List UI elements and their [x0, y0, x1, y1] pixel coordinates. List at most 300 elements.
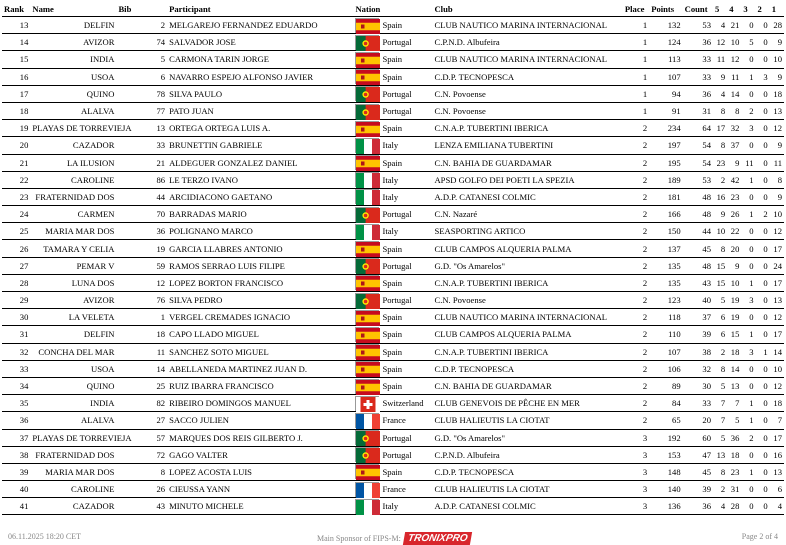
team-name-cell: CONCHA DEL MAR [30, 343, 116, 360]
participant-cell: BARRADAS MARIO [167, 206, 353, 223]
count-3-cell: 2 [741, 102, 755, 119]
rank-cell: 27 [2, 257, 30, 274]
rank-cell: 37 [2, 429, 30, 446]
spain-flag-icon [355, 310, 379, 325]
count-5-cell: 8 [713, 102, 727, 119]
nation-label: Spain [382, 20, 403, 31]
col-5: 5 [713, 2, 727, 17]
count-cell: 54 [683, 137, 713, 154]
participant-cell: RUIZ IBARRA FRANCISCO [167, 377, 353, 394]
team-name-cell: INDIA [30, 395, 116, 412]
points-cell: 234 [649, 120, 682, 137]
col-name: Name [30, 2, 116, 17]
col-3: 3 [741, 2, 755, 17]
count-4-cell: 19 [727, 292, 741, 309]
count-5-cell: 8 [713, 463, 727, 480]
team-name-cell: QUINO [30, 85, 116, 102]
count-2-cell: 0 [756, 171, 770, 188]
count-3-cell: 0 [741, 223, 755, 240]
rank-cell: 25 [2, 223, 30, 240]
points-cell: 107 [649, 343, 682, 360]
france-flag-icon [355, 413, 379, 428]
count-4-cell: 31 [727, 481, 741, 498]
count-cell: 60 [683, 429, 713, 446]
nation-cell [353, 446, 432, 463]
bib-cell: 59 [116, 257, 167, 274]
count-4-cell: 13 [727, 377, 741, 394]
count-1-cell: 12 [770, 377, 784, 394]
col-nation: Nation [353, 2, 432, 17]
team-name-cell: MARIA MAR DOS [30, 223, 116, 240]
team-name-cell: CAROLINE [30, 481, 116, 498]
count-4-cell: 12 [727, 51, 741, 68]
place-cell: 2 [623, 154, 649, 171]
place-cell: 2 [623, 240, 649, 257]
count-3-cell: 0 [741, 188, 755, 205]
count-1-cell: 12 [770, 120, 784, 137]
table-row [2, 429, 784, 446]
nation-cell [353, 188, 432, 205]
sponsor-logo: TRONIXPRO [403, 532, 473, 545]
count-cell: 30 [683, 377, 713, 394]
count-5-cell: 11 [713, 51, 727, 68]
place-cell: 3 [623, 446, 649, 463]
rank-cell: 16 [2, 68, 30, 85]
count-4-cell: 18 [727, 446, 741, 463]
points-cell: 197 [649, 137, 682, 154]
count-1-cell: 17 [770, 326, 784, 343]
place-cell: 2 [623, 206, 649, 223]
rank-cell: 32 [2, 343, 30, 360]
club-cell: CLUB CAMPOS ALQUERIA PALMA [432, 240, 622, 257]
spain-flag-icon [355, 241, 379, 256]
team-name-cell: DELFIN [30, 17, 116, 34]
table-row [2, 188, 784, 205]
count-4-cell: 7 [727, 395, 741, 412]
count-cell: 38 [683, 343, 713, 360]
bib-cell: 78 [116, 85, 167, 102]
bib-cell: 14 [116, 360, 167, 377]
count-3-cell: 0 [741, 85, 755, 102]
count-cell: 45 [683, 240, 713, 257]
sponsor [317, 532, 471, 545]
team-name-cell: CAZADOR [30, 498, 116, 515]
count-3-cell: 2 [741, 429, 755, 446]
count-2-cell: 0 [756, 274, 770, 291]
count-3-cell: 1 [741, 412, 755, 429]
count-5-cell: 5 [713, 377, 727, 394]
count-2-cell: 3 [756, 68, 770, 85]
count-3-cell: 1 [741, 68, 755, 85]
club-cell: C.N.A.P. TUBERTINI IBERICA [432, 274, 622, 291]
count-cell: 39 [683, 481, 713, 498]
col-points: Points [649, 2, 682, 17]
place-cell: 3 [623, 429, 649, 446]
count-1-cell: 9 [770, 137, 784, 154]
rank-cell: 33 [2, 360, 30, 377]
switzerland-flag-icon [355, 396, 379, 411]
team-name-cell: AVIZOR [30, 34, 116, 51]
portugal-flag-icon [355, 293, 379, 308]
table-row [2, 68, 784, 85]
count-cell: 48 [683, 188, 713, 205]
count-4-cell: 20 [727, 240, 741, 257]
header-row [2, 2, 784, 17]
bib-cell: 12 [116, 274, 167, 291]
count-cell: 64 [683, 120, 713, 137]
nation-label: Spain [382, 312, 403, 323]
count-2-cell: 1 [756, 343, 770, 360]
count-3-cell: 0 [741, 240, 755, 257]
count-3-cell: 3 [741, 292, 755, 309]
count-4-cell: 14 [727, 360, 741, 377]
table-row [2, 498, 784, 515]
points-cell: 181 [649, 188, 682, 205]
count-cell: 43 [683, 274, 713, 291]
table-row [2, 326, 784, 343]
nation-cell [353, 223, 432, 240]
spain-flag-icon [355, 52, 379, 67]
participant-cell: ALDEGUER GONZALEZ DANIEL [167, 154, 353, 171]
count-cell: 44 [683, 223, 713, 240]
count-3-cell: 0 [741, 481, 755, 498]
place-cell: 2 [623, 343, 649, 360]
nation-label: Italy [382, 191, 399, 202]
count-5-cell: 8 [713, 137, 727, 154]
club-cell: C.D.P. TECNOPESCA [432, 463, 622, 480]
table-row [2, 274, 784, 291]
count-5-cell: 10 [713, 223, 727, 240]
participant-cell: RAMOS SERRAO LUIS FILIPE [167, 257, 353, 274]
count-5-cell: 6 [713, 326, 727, 343]
nation-cell [353, 292, 432, 309]
rank-cell: 39 [2, 463, 30, 480]
count-4-cell: 23 [727, 188, 741, 205]
count-4-cell: 22 [727, 223, 741, 240]
count-5-cell: 7 [713, 412, 727, 429]
rank-cell: 22 [2, 171, 30, 188]
points-cell: 153 [649, 446, 682, 463]
points-cell: 135 [649, 257, 682, 274]
bib-cell: 43 [116, 498, 167, 515]
count-4-cell: 10 [727, 34, 741, 51]
participant-cell: SALVADOR JOSE [167, 34, 353, 51]
table-row [2, 463, 784, 480]
count-3-cell: 0 [741, 377, 755, 394]
count-1-cell: 6 [770, 481, 784, 498]
spain-flag-icon [355, 361, 379, 376]
participant-cell: GAGO VALTER [167, 446, 353, 463]
count-1-cell: 8 [770, 171, 784, 188]
col-club: Club [432, 2, 622, 17]
nation-cell [353, 34, 432, 51]
club-cell: C.N.A.P. TUBERTINI IBERICA [432, 120, 622, 137]
club-cell: CLUB GENEVOIS DE PÊCHE EN MER [432, 395, 622, 412]
points-cell: 135 [649, 274, 682, 291]
count-cell: 31 [683, 102, 713, 119]
rank-cell: 40 [2, 481, 30, 498]
points-cell: 132 [649, 17, 682, 34]
nation-label: Spain [382, 157, 403, 168]
nation-cell [353, 326, 432, 343]
rank-cell: 26 [2, 240, 30, 257]
count-3-cell: 0 [741, 257, 755, 274]
spain-flag-icon [355, 379, 379, 394]
count-5-cell: 4 [713, 85, 727, 102]
count-3-cell: 1 [741, 171, 755, 188]
rank-cell: 34 [2, 377, 30, 394]
nation-label: France [382, 484, 406, 495]
count-1-cell: 28 [770, 17, 784, 34]
count-3-cell: 0 [741, 17, 755, 34]
count-3-cell: 1 [741, 395, 755, 412]
nation-cell [353, 137, 432, 154]
count-3-cell: 0 [741, 51, 755, 68]
participant-cell: SANCHEZ SOTO MIGUEL [167, 343, 353, 360]
nation-cell [353, 240, 432, 257]
club-cell: CLUB NAUTICO MARINA INTERNACIONAL [432, 17, 622, 34]
participant-cell: SILVA PAULO [167, 85, 353, 102]
count-2-cell: 0 [756, 412, 770, 429]
nation-cell [353, 102, 432, 119]
nation-label: Spain [382, 123, 403, 134]
club-cell: C.N. Nazaré [432, 206, 622, 223]
count-2-cell: 0 [756, 102, 770, 119]
table-row [2, 446, 784, 463]
count-2-cell: 0 [756, 309, 770, 326]
col-2: 2 [756, 2, 770, 17]
count-1-cell: 17 [770, 240, 784, 257]
nation-label: Portugal [382, 295, 412, 306]
points-cell: 136 [649, 498, 682, 515]
club-cell: C.N. Povoense [432, 292, 622, 309]
place-cell: 2 [623, 377, 649, 394]
count-5-cell: 5 [713, 292, 727, 309]
rank-cell: 13 [2, 17, 30, 34]
team-name-cell: USOA [30, 360, 116, 377]
points-cell: 94 [649, 85, 682, 102]
count-5-cell: 7 [713, 395, 727, 412]
count-5-cell: 13 [713, 446, 727, 463]
count-2-cell: 0 [756, 223, 770, 240]
bib-cell: 27 [116, 412, 167, 429]
portugal-flag-icon [355, 35, 379, 50]
count-1-cell: 13 [770, 102, 784, 119]
count-4-cell: 28 [727, 498, 741, 515]
place-cell: 1 [623, 34, 649, 51]
count-1-cell: 10 [770, 360, 784, 377]
count-3-cell: 1 [741, 463, 755, 480]
count-3-cell: 0 [741, 309, 755, 326]
place-cell: 1 [623, 51, 649, 68]
nation-label: Spain [382, 466, 403, 477]
points-cell: 113 [649, 51, 682, 68]
participant-cell: VERGEL CREMADES IGNACIO [167, 309, 353, 326]
nation-label: Portugal [382, 432, 412, 443]
count-4-cell: 15 [727, 326, 741, 343]
count-1-cell: 11 [770, 154, 784, 171]
participant-cell: BRUNETTIN GABRIELE [167, 137, 353, 154]
count-4-cell: 11 [727, 68, 741, 85]
nation-cell [353, 429, 432, 446]
bib-cell: 86 [116, 171, 167, 188]
points-cell: 192 [649, 429, 682, 446]
participant-cell: SILVA PEDRO [167, 292, 353, 309]
nation-cell [353, 343, 432, 360]
table-row [2, 360, 784, 377]
portugal-flag-icon [355, 86, 379, 101]
count-4-cell: 37 [727, 137, 741, 154]
italy-flag-icon [355, 499, 379, 514]
count-2-cell: 0 [756, 188, 770, 205]
table-row [2, 223, 784, 240]
count-3-cell: 1 [741, 206, 755, 223]
rank-cell: 17 [2, 85, 30, 102]
spain-flag-icon [355, 327, 379, 342]
team-name-cell: PLAYAS DE TORREVIEJA [30, 120, 116, 137]
nation-label: Spain [382, 363, 403, 374]
spain-flag-icon [355, 69, 379, 84]
place-cell: 2 [623, 274, 649, 291]
place-cell: 2 [623, 223, 649, 240]
team-name-cell: CAZADOR [30, 137, 116, 154]
nation-cell [353, 51, 432, 68]
count-4-cell: 21 [727, 17, 741, 34]
count-2-cell: 2 [756, 206, 770, 223]
count-5-cell: 2 [713, 481, 727, 498]
points-cell: 65 [649, 412, 682, 429]
rank-cell: 20 [2, 137, 30, 154]
bib-cell: 18 [116, 326, 167, 343]
count-3-cell: 1 [741, 274, 755, 291]
portugal-flag-icon [355, 104, 379, 119]
count-3-cell: 1 [741, 326, 755, 343]
table-row [2, 481, 784, 498]
portugal-flag-icon [355, 430, 379, 445]
bib-cell: 25 [116, 377, 167, 394]
club-cell: C.N. BAHIA DE GUARDAMAR [432, 377, 622, 394]
bib-cell: 77 [116, 102, 167, 119]
nation-label: Portugal [382, 37, 412, 48]
bib-cell: 33 [116, 137, 167, 154]
nation-cell [353, 206, 432, 223]
table-row [2, 343, 784, 360]
rank-cell: 19 [2, 120, 30, 137]
spain-flag-icon [355, 464, 379, 479]
participant-cell: MARQUES DOS REIS GILBERTO J. [167, 429, 353, 446]
bib-cell: 70 [116, 206, 167, 223]
count-5-cell: 8 [713, 360, 727, 377]
count-5-cell: 12 [713, 34, 727, 51]
bib-cell: 26 [116, 481, 167, 498]
count-1-cell: 13 [770, 292, 784, 309]
rank-cell: 30 [2, 309, 30, 326]
team-name-cell: CARMEN [30, 206, 116, 223]
bib-cell: 19 [116, 240, 167, 257]
nation-label: Spain [382, 381, 403, 392]
count-1-cell: 12 [770, 223, 784, 240]
bib-cell: 11 [116, 343, 167, 360]
nation-label: Italy [382, 226, 399, 237]
rank-cell: 18 [2, 102, 30, 119]
team-name-cell: ALALVA [30, 102, 116, 119]
place-cell: 2 [623, 326, 649, 343]
page-footer [0, 529, 786, 545]
team-name-cell: MARIA MAR DOS [30, 463, 116, 480]
club-cell: A.D.P. CATANESI COLMIC [432, 498, 622, 515]
table-row [2, 412, 784, 429]
team-name-cell: TAMARA Y CELIA [30, 240, 116, 257]
count-2-cell: 0 [756, 360, 770, 377]
bib-cell: 13 [116, 120, 167, 137]
count-4-cell: 9 [727, 257, 741, 274]
points-cell: 91 [649, 102, 682, 119]
bib-cell: 2 [116, 17, 167, 34]
nation-cell [353, 171, 432, 188]
count-2-cell: 0 [756, 17, 770, 34]
place-cell: 2 [623, 171, 649, 188]
club-cell: G.D. "Os Amarelos" [432, 257, 622, 274]
portugal-flag-icon [355, 258, 379, 273]
participant-cell: CAPO LLADO MIGUEL [167, 326, 353, 343]
place-cell: 2 [623, 360, 649, 377]
count-2-cell: 0 [756, 395, 770, 412]
spain-flag-icon [355, 344, 379, 359]
count-2-cell: 0 [756, 463, 770, 480]
nation-cell [353, 360, 432, 377]
bib-cell: 44 [116, 188, 167, 205]
place-cell: 2 [623, 395, 649, 412]
count-1-cell: 13 [770, 463, 784, 480]
count-4-cell: 32 [727, 120, 741, 137]
count-1-cell: 17 [770, 274, 784, 291]
count-1-cell: 9 [770, 68, 784, 85]
club-cell: G.D. "Os Amarelos" [432, 429, 622, 446]
nation-label: Spain [382, 277, 403, 288]
count-cell: 48 [683, 257, 713, 274]
bib-cell: 76 [116, 292, 167, 309]
place-cell: 1 [623, 17, 649, 34]
club-cell: C.P.N.D. Albufeira [432, 446, 622, 463]
nation-cell [353, 68, 432, 85]
spain-flag-icon [355, 18, 379, 33]
nation-cell [353, 17, 432, 34]
count-2-cell: 0 [756, 429, 770, 446]
count-2-cell: 0 [756, 51, 770, 68]
count-2-cell: 0 [756, 137, 770, 154]
club-cell: APSD GOLFO DEI POETI LA SPEZIA [432, 171, 622, 188]
count-2-cell: 0 [756, 498, 770, 515]
club-cell: CLUB NAUTICO MARINA INTERNACIONAL [432, 51, 622, 68]
nation-label: Portugal [382, 88, 412, 99]
count-5-cell: 5 [713, 429, 727, 446]
nation-label: Portugal [382, 106, 412, 117]
nation-cell [353, 154, 432, 171]
nation-label: Spain [382, 329, 403, 340]
count-1-cell: 17 [770, 429, 784, 446]
count-2-cell: 0 [756, 326, 770, 343]
team-name-cell: ALALVA [30, 412, 116, 429]
count-4-cell: 19 [727, 309, 741, 326]
count-cell: 20 [683, 412, 713, 429]
table-row [2, 395, 784, 412]
nation-cell [353, 309, 432, 326]
count-1-cell: 24 [770, 257, 784, 274]
participant-cell: SACCO JULIEN [167, 412, 353, 429]
club-cell: C.N.A.P. TUBERTINI IBERICA [432, 343, 622, 360]
club-cell: CLUB NAUTICO MARINA INTERNACIONAL [432, 309, 622, 326]
place-cell: 1 [623, 85, 649, 102]
